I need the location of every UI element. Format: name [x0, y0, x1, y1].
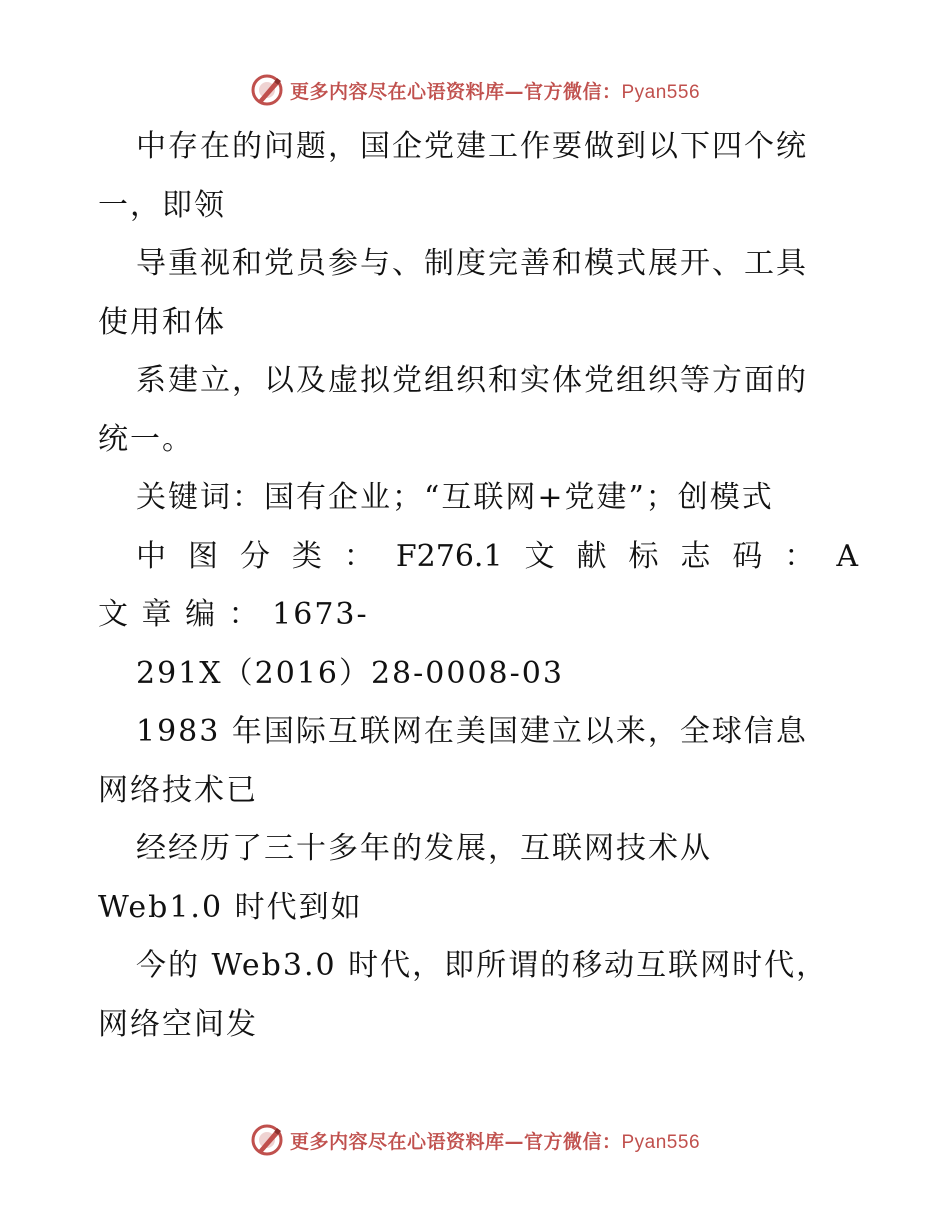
document-body [98, 118, 858, 1054]
header-banner-text [290, 77, 700, 104]
body-line-6: 统一。 [98, 421, 194, 457]
pen-circle-logo-icon [250, 1123, 284, 1157]
classification-token: 码 [732, 538, 763, 574]
body-line-3: 导重视和党员参与、制度完善和模式展开、工具 [136, 246, 808, 281]
header-banner [0, 70, 950, 110]
footer-banner-inner [250, 1123, 700, 1157]
header-wechat-id: Pyan556 [621, 81, 701, 103]
classification-token: 志 [680, 538, 711, 574]
body-line-4: 使用和体 [98, 304, 226, 340]
keywords-line: 关键词：国有企业；“互联网+党建”；创模式 [136, 480, 774, 515]
classification-token: 图 [187, 538, 218, 574]
header-banner-inner [250, 73, 700, 107]
article-number-continued-line: 291X（2016）28-0008-03 [136, 655, 564, 691]
article-number-line: 文 章 编 ： 1673- [98, 597, 369, 632]
footer-brand-text: 更多内容尽在心语资料库—官方微信： [289, 1130, 622, 1153]
body-line-15: 网络空间发 [98, 1006, 258, 1042]
classification-token: 分 [239, 538, 270, 574]
body-line-2: 一，即领 [98, 187, 226, 223]
footer-wechat-id: Pyan556 [621, 1131, 701, 1153]
footer-banner [0, 1120, 950, 1160]
pen-circle-logo-icon [250, 73, 284, 107]
classification-token: ： [343, 538, 374, 574]
classification-token: ： [784, 538, 815, 574]
classification-token: 中 [136, 538, 166, 574]
classification-token: F276.1 [395, 538, 503, 574]
body-line-12: 经经历了三十多年的发展，互联网技术从 [136, 831, 712, 866]
body-line-11: 网络技术已 [98, 772, 258, 808]
footer-banner-text [290, 1127, 700, 1154]
body-line-10: 1983 年国际互联网在美国建立以来，全球信息 [136, 714, 808, 749]
body-line-5: 系建立，以及虚拟党组织和实体党组织等方面的 [136, 363, 808, 398]
body-line-13: Web1.0 时代到如 [98, 889, 363, 925]
classification-token: A [836, 538, 858, 574]
body-line-1: 中存在的问题，国企党建工作要做到以下四个统 [136, 129, 808, 164]
classification-token: 献 [576, 538, 607, 574]
header-brand-text: 更多内容尽在心语资料库—官方微信： [289, 80, 622, 103]
classification-token: 标 [628, 538, 659, 574]
body-line-14: 今的 Web3.0 时代，即所谓的移动互联网时代， [136, 948, 829, 983]
classification-token: 文 [524, 538, 555, 574]
classification-token: 类 [291, 538, 322, 574]
classification-line [98, 528, 858, 587]
